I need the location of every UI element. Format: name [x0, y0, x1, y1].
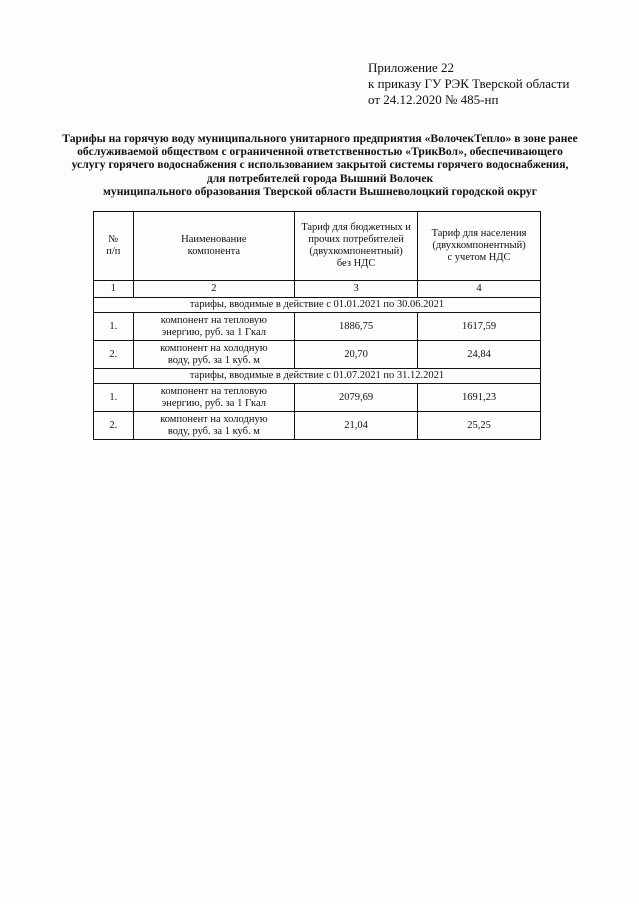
- row-number: 2.: [94, 412, 134, 440]
- row-population-tariff: 24,84: [418, 341, 541, 369]
- column-number-row: [94, 281, 541, 298]
- title-line-2: обслуживаемой обществом с ограниченной ответственностью «ТрикВол», обеспечивающего: [77, 145, 563, 159]
- table-row: [94, 384, 541, 412]
- column-number: 3: [295, 281, 418, 298]
- appendix-number: Приложение 22: [368, 60, 455, 75]
- table-row: [94, 412, 541, 440]
- row-component-name: компонент на холодную воду, руб. за 1 куб. м: [133, 341, 295, 369]
- appendix-order: к приказу ГУ РЭК Тверской области: [368, 76, 570, 91]
- appendix-reference: [368, 60, 608, 108]
- row-component-name: компонент на тепловую энергию, руб. за 1 Гкал: [133, 313, 295, 341]
- row-population-tariff: 1617,59: [418, 313, 541, 341]
- row-population-tariff: 1691,23: [418, 384, 541, 412]
- appendix-date: от 24.12.2020 № 485-нп: [368, 92, 499, 107]
- title-line-1: Тарифы на горячую воду муниципального унитарного предприятия «ВолочекТепло» в зоне ранее: [62, 132, 578, 145]
- period-label: тарифы, вводимые в действие с 01.01.2021 по 30.06.2021: [94, 298, 541, 313]
- tariff-table: [93, 211, 541, 440]
- title-line-4: для потребителей города Вышний Волочек: [206, 171, 434, 185]
- row-budget-tariff: 1886,75: [295, 313, 418, 341]
- title-line-5: муниципального образования Тверской области Вышневолоцкий городской округ: [103, 184, 537, 198]
- header-component-name: Наименование компонента: [133, 212, 295, 281]
- row-component-name: компонент на холодную воду, руб. за 1 куб. м: [133, 412, 295, 440]
- period-row: [94, 298, 541, 313]
- period-row: [94, 369, 541, 384]
- header-budget-tariff: Тариф для бюджетных и прочих потребителей (двухкомпонентный) без НДС: [295, 212, 418, 281]
- header-population-tariff: Тариф для населения (двухкомпонентный) с учетом НДС: [418, 212, 541, 281]
- row-number: 1.: [94, 384, 134, 412]
- column-number: 2: [133, 281, 295, 298]
- row-number: 1.: [94, 313, 134, 341]
- column-number: 1: [94, 281, 134, 298]
- table-row: [94, 313, 541, 341]
- row-budget-tariff: 2079,69: [295, 384, 418, 412]
- row-population-tariff: 25,25: [418, 412, 541, 440]
- table-header-row: [94, 212, 541, 281]
- header-number: № п/п: [94, 212, 134, 281]
- row-budget-tariff: 21,04: [295, 412, 418, 440]
- title-line-3: услугу горячего водоснабжения с использованием закрытой системы горячего водоснабжения,: [71, 158, 569, 172]
- column-number: 4: [418, 281, 541, 298]
- row-budget-tariff: 20,70: [295, 341, 418, 369]
- table-row: [94, 341, 541, 369]
- document-title: [40, 132, 600, 198]
- period-label: тарифы, вводимые в действие с 01.07.2021 по 31.12.2021: [94, 369, 541, 384]
- row-component-name: компонент на тепловую энергию, руб. за 1 Гкал: [133, 384, 295, 412]
- row-number: 2.: [94, 341, 134, 369]
